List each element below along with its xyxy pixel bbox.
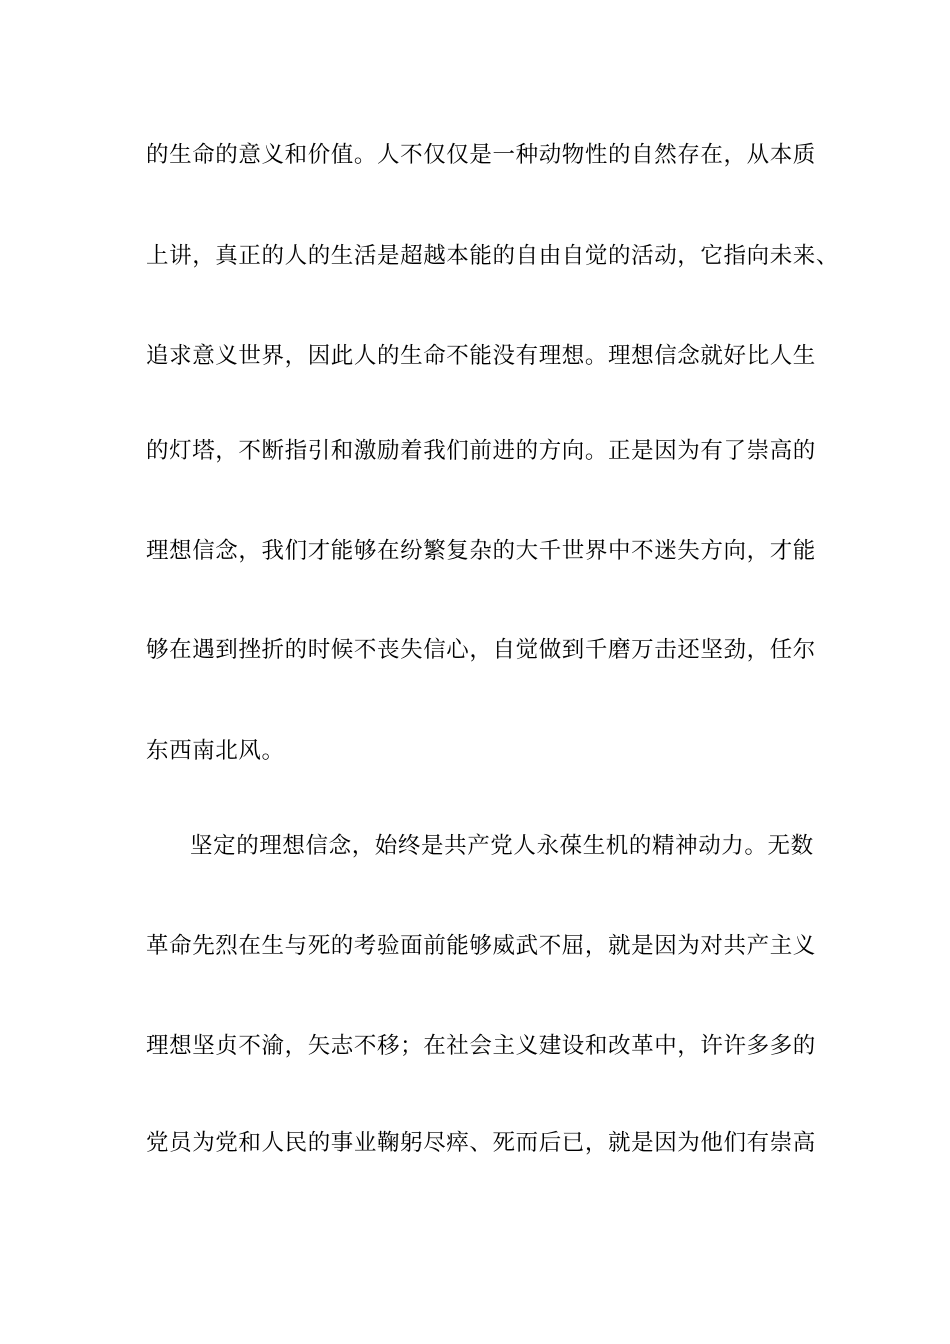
text-line: 党员为党和人民的事业鞠躬尽瘁、死而后已，就是因为他们有崇高: [146, 1130, 816, 1156]
text-line: 东西南北风。: [146, 738, 285, 764]
text-line: 的灯塔，不断指引和激励着我们前进的方向。正是因为有了崇高的: [146, 438, 816, 464]
text-line: 的生命的意义和价值。人不仅仅是一种动物性的自然存在，从本质: [146, 142, 816, 168]
text-line: 够在遇到挫折的时候不丧失信心，自觉做到千磨万击还坚劲，任尔: [146, 637, 816, 663]
text-line: 理想坚贞不渝，矢志不移；在社会主义建设和改革中，许许多多的: [146, 1033, 816, 1059]
text-line: 追求意义世界，因此人的生命不能没有理想。理想信念就好比人生: [146, 343, 816, 369]
text-line: 上讲，真正的人的生活是超越本能的自由自觉的活动，它指向未来、: [146, 243, 840, 269]
text-line: 坚定的理想信念，始终是共产党人永葆生机的精神动力。无数: [190, 833, 814, 859]
text-line: 理想信念，我们才能够在纷繁复杂的大千世界中不迷失方向，才能: [146, 538, 816, 564]
text-line: 革命先烈在生与死的考验面前能够威武不屈，就是因为对共产主义: [146, 933, 816, 959]
